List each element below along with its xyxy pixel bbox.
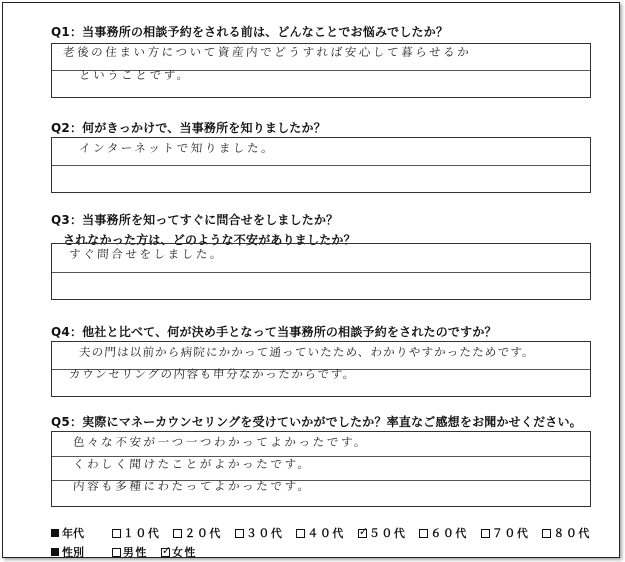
gender-label: 性別: [62, 546, 84, 559]
gender-option[interactable]: [112, 544, 148, 560]
age-option[interactable]: [173, 525, 222, 541]
question-2-label: Q2：何がきっかけで、当事務所を知りましたか？: [51, 121, 326, 135]
age-row: [51, 525, 591, 541]
questionnaire-sheet: [2, 2, 620, 558]
question-4-label: Q4：他社と比べて、何が決め手となって当事務所の相談予約をされたのですか？: [51, 325, 497, 339]
age-option[interactable]: [481, 525, 530, 541]
ruled-line: [52, 165, 590, 166]
checked-checkbox-icon[interactable]: [358, 529, 367, 538]
age-option-label: ８０代: [553, 527, 591, 540]
gender-option-label: 女性: [171, 546, 197, 559]
answer-5-line-3: 内容も多種にわたってよかったです。: [72, 479, 313, 493]
gender-row: [51, 544, 197, 560]
question-5-label: Q5：実際にマネーカウンセリングを受けていかがでしたか？率直なご感想をお聞かせください。: [51, 415, 582, 429]
question-1-label: Q1：当事務所の相談予約をされる前は、どんなことでお悩みでしたか？: [51, 25, 449, 39]
age-option-label: ７０代: [491, 527, 530, 540]
bullet-square-icon: [51, 529, 59, 537]
answer-3-line-1: すぐ問合せをしました。: [68, 247, 225, 261]
age-option-label: １０代: [122, 527, 161, 540]
ruled-line: [52, 272, 590, 273]
checked-checkbox-icon[interactable]: [161, 548, 170, 557]
checkbox-icon[interactable]: [112, 548, 121, 557]
age-option-label: ３０代: [245, 527, 284, 540]
answer-1-line-1: 老後の住まい方について資産内でどうすれば安心して暮らせるか: [62, 45, 472, 59]
answer-4-line-2: カウンセリングの内容も申分なかったからです。: [68, 367, 357, 381]
checkbox-icon[interactable]: [112, 529, 121, 538]
checkbox-icon[interactable]: [481, 529, 490, 538]
age-options: [88, 527, 591, 540]
checkbox-icon[interactable]: [235, 529, 244, 538]
answer-1-line-2: ということです。: [78, 68, 192, 82]
checkbox-icon[interactable]: [542, 529, 551, 538]
checkbox-icon[interactable]: [173, 529, 182, 538]
age-option-label: ６０代: [430, 527, 468, 540]
answer-5-line-1: 色々な不安が一つ一つわかってよかったです。: [72, 435, 369, 449]
bullet-square-icon: [51, 548, 59, 556]
question-3-main: Q3：当事務所を知ってすぐに問合せをしましたか？: [51, 213, 339, 227]
age-option[interactable]: [419, 525, 468, 541]
gender-option-label: 男性: [122, 546, 148, 559]
age-option-label: ４０代: [307, 527, 345, 540]
age-option[interactable]: [112, 525, 161, 541]
age-option[interactable]: [542, 525, 591, 541]
age-option-label: ２０代: [184, 527, 222, 540]
gender-options: [88, 546, 197, 559]
answer-4-line-1: 夫の門は以前から病院にかかって通っていたため、わかりやすかったためです。: [78, 345, 536, 359]
age-option[interactable]: [235, 525, 284, 541]
answer-5-line-2: くわしく聞けたことがよかったです。: [72, 457, 313, 471]
age-label: 年代: [62, 527, 84, 540]
age-option[interactable]: [296, 525, 345, 541]
checkbox-icon[interactable]: [296, 529, 305, 538]
gender-option[interactable]: [161, 544, 197, 560]
age-option-label: ５０代: [368, 527, 407, 540]
age-option[interactable]: [358, 525, 407, 541]
checkbox-icon[interactable]: [419, 529, 428, 538]
answer-2-line-1: インターネットで知りました。: [78, 141, 276, 155]
question-3-sub: されなかった方は、どのような不安がありましたか？: [63, 233, 356, 247]
